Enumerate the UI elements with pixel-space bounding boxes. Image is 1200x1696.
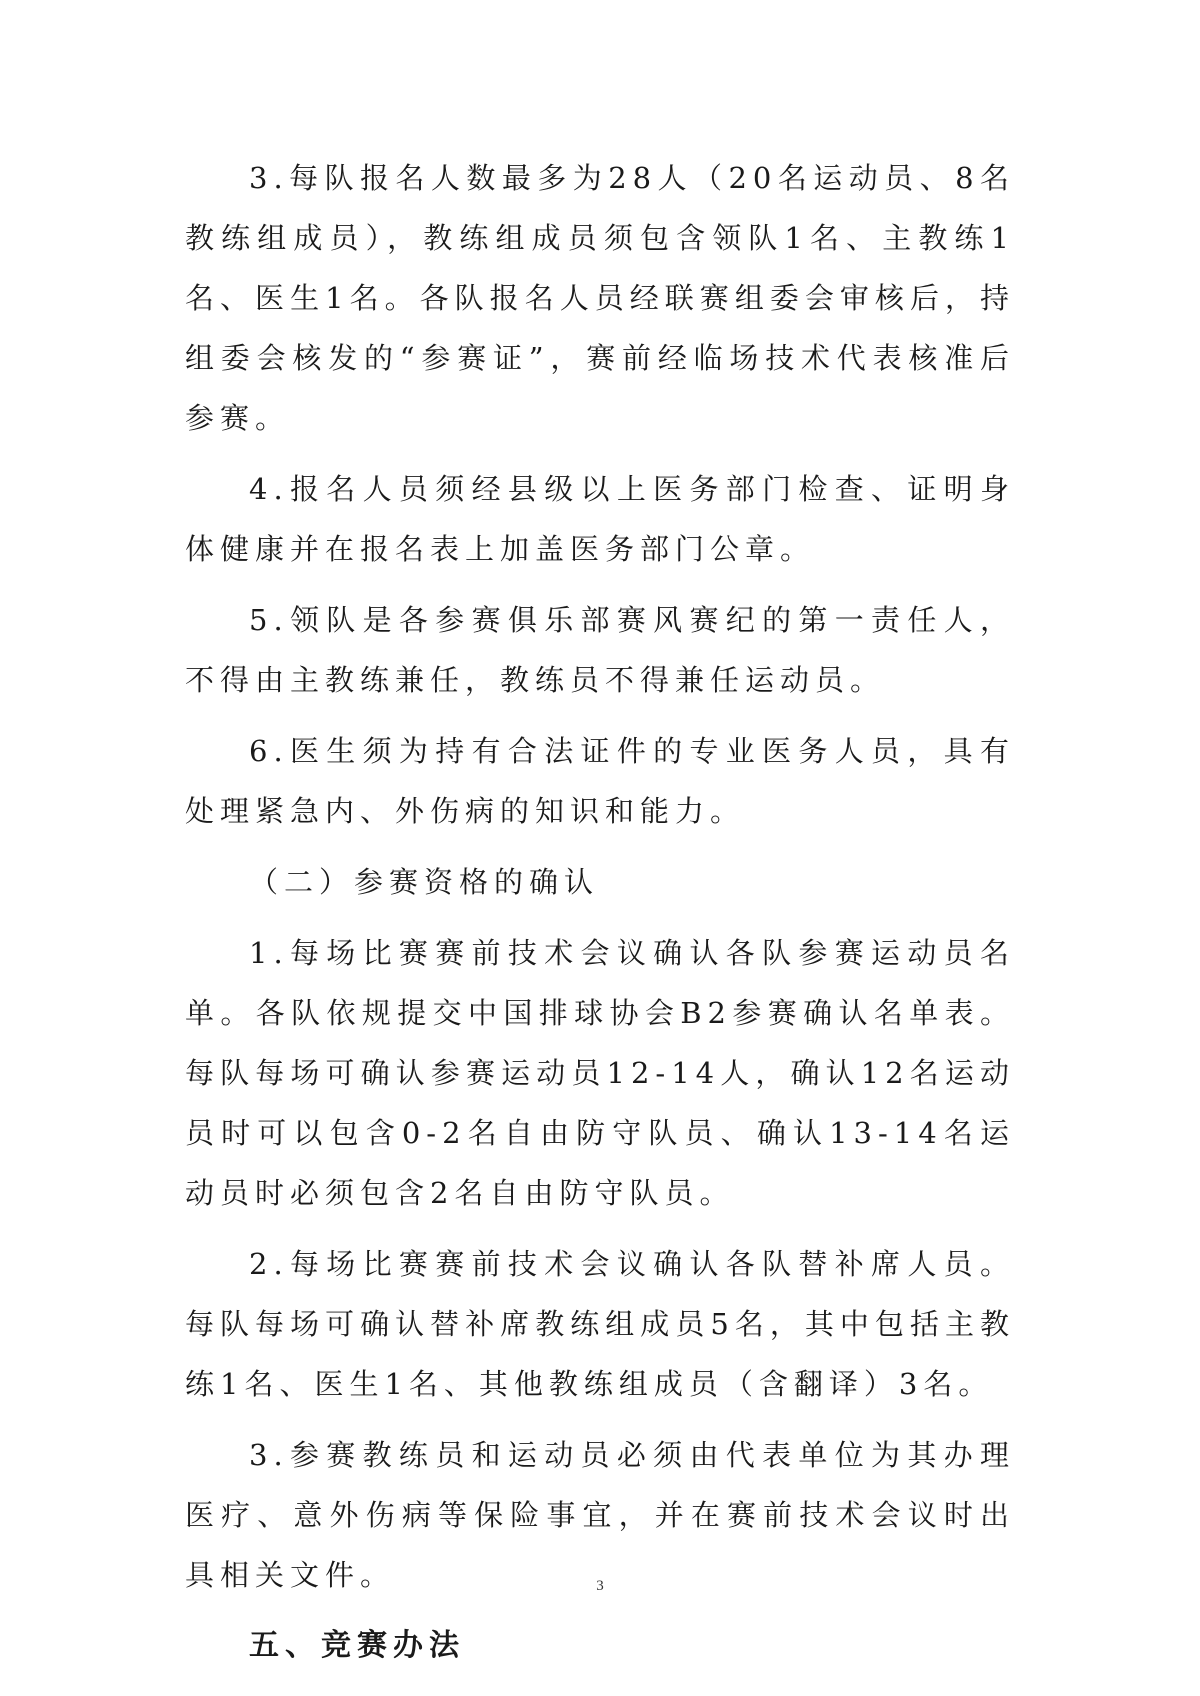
paragraph-medical-check: 4.报名人员须经县级以上医务部门检查、证明身体健康并在报名表上加盖医务部门公章。 bbox=[185, 472, 1015, 566]
paragraph-doctor-qualification: 6.医生须为持有合法证件的专业医务人员，具有处理紧急内、外伤病的知识和能力。 bbox=[185, 734, 1015, 828]
page-number: 3 bbox=[596, 1578, 604, 1594]
subheading-eligibility-confirmation: （二）参赛资格的确认 bbox=[249, 865, 600, 899]
paragraph-team-registration-limit: 3.每队报名人数最多为28人（20名运动员、8名教练组成员），教练组成员须包含领队1名、主教练1名、医生1名。各队报名人员经联赛组委会审核后，持组委会核发的“参赛证”，赛前经临场技术代表核准后参赛。 bbox=[185, 161, 1015, 435]
document-body bbox=[185, 148, 1015, 1676]
paragraph-team-leader-responsibility: 5.领队是各参赛俱乐部赛风赛纪的第一责任人，不得由主教练兼任，教练员不得兼任运动员。 bbox=[185, 603, 1015, 697]
section-heading-competition-method: 五、竞赛办法 bbox=[249, 1628, 465, 1663]
paragraph-bench-staff-confirmation: 2.每场比赛赛前技术会议确认各队替补席人员。每队每场可确认替补席教练组成员5名，其中包括主教练1名、医生1名、其他教练组成员（含翻译）3名。 bbox=[185, 1247, 1015, 1401]
paragraph-insurance: 3.参赛教练员和运动员必须由代表单位为其办理医疗、意外伤病等保险事宜，并在赛前技术会议时出具相关文件。 bbox=[185, 1438, 1015, 1592]
paragraph-player-list-confirmation: 1.每场比赛赛前技术会议确认各队参赛运动员名单。各队依规提交中国排球协会B2参赛确认名单表。每队每场可确认参赛运动员12-14人，确认12名运动员时可以包含0-2名自由防守队员、确认13-14名运动员时必须包含2名自由防守队员。 bbox=[185, 936, 1015, 1210]
